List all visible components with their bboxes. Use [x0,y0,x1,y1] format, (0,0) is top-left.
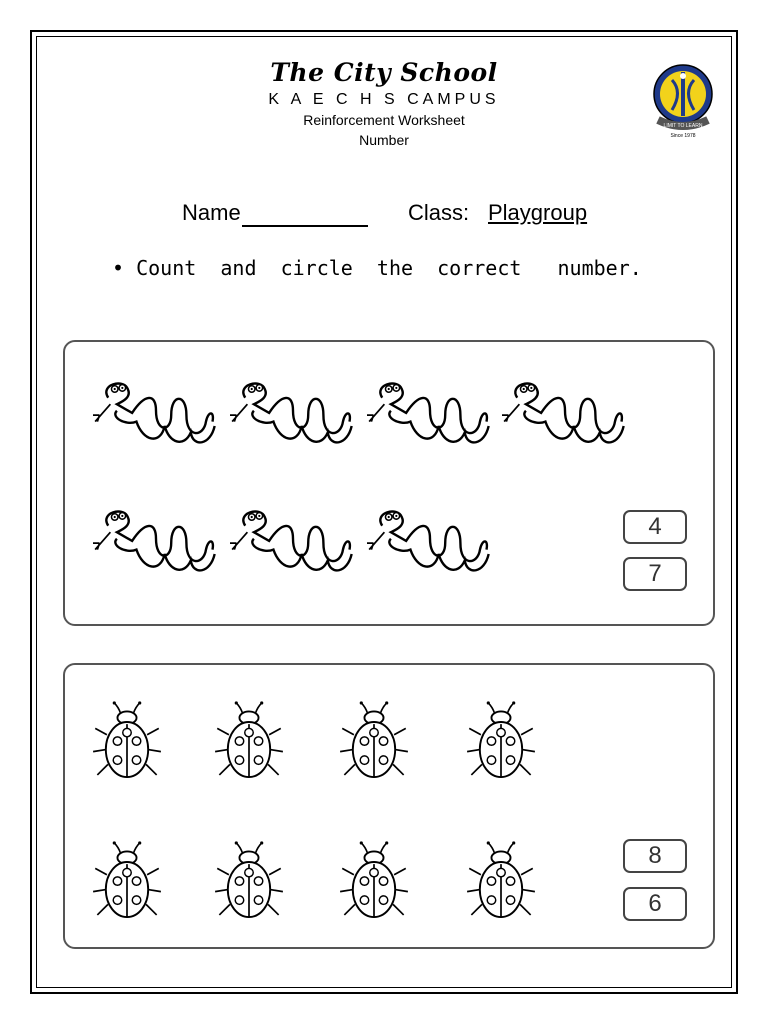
ladybug-icon [338,685,410,795]
ladybug-icon [465,825,537,935]
worksheet-title: Reinforcement Worksheet [303,112,465,128]
choice-box[interactable]: 8 [623,839,687,873]
class-label: Class: [408,200,470,225]
name-input-line[interactable] [242,225,368,227]
snake-icon [93,364,219,464]
instruction-text: • Count and circle the correct number. [112,256,642,280]
snake-icon [230,492,356,592]
crest-motto: LIMIT TO LEARN [663,123,703,129]
snake-icon [502,364,628,464]
campus-name: K A E C H S CAMPUS [268,91,500,108]
ladybug-icon [213,825,285,935]
ladybug-exercise-panel [63,663,715,949]
snake-icon [367,492,493,592]
school-crest-icon [650,60,716,140]
class-value: Playgroup [488,200,588,225]
snake-icon [93,492,219,592]
subject-title: Number [359,132,409,148]
name-label: Name [182,200,241,225]
ladybug-icon [465,685,537,795]
choice-box[interactable]: 6 [623,887,687,921]
ladybug-icon [91,825,163,935]
ladybug-icon [91,685,163,795]
choice-box[interactable]: 4 [623,510,687,544]
choice-box[interactable]: 7 [623,557,687,591]
school-name: The City School [270,58,498,87]
ladybug-icon [213,685,285,795]
snake-icon [367,364,493,464]
crest-since: Since 1978 [670,133,696,139]
snake-exercise-panel [63,340,715,626]
snake-icon [230,364,356,464]
ladybug-icon [338,825,410,935]
